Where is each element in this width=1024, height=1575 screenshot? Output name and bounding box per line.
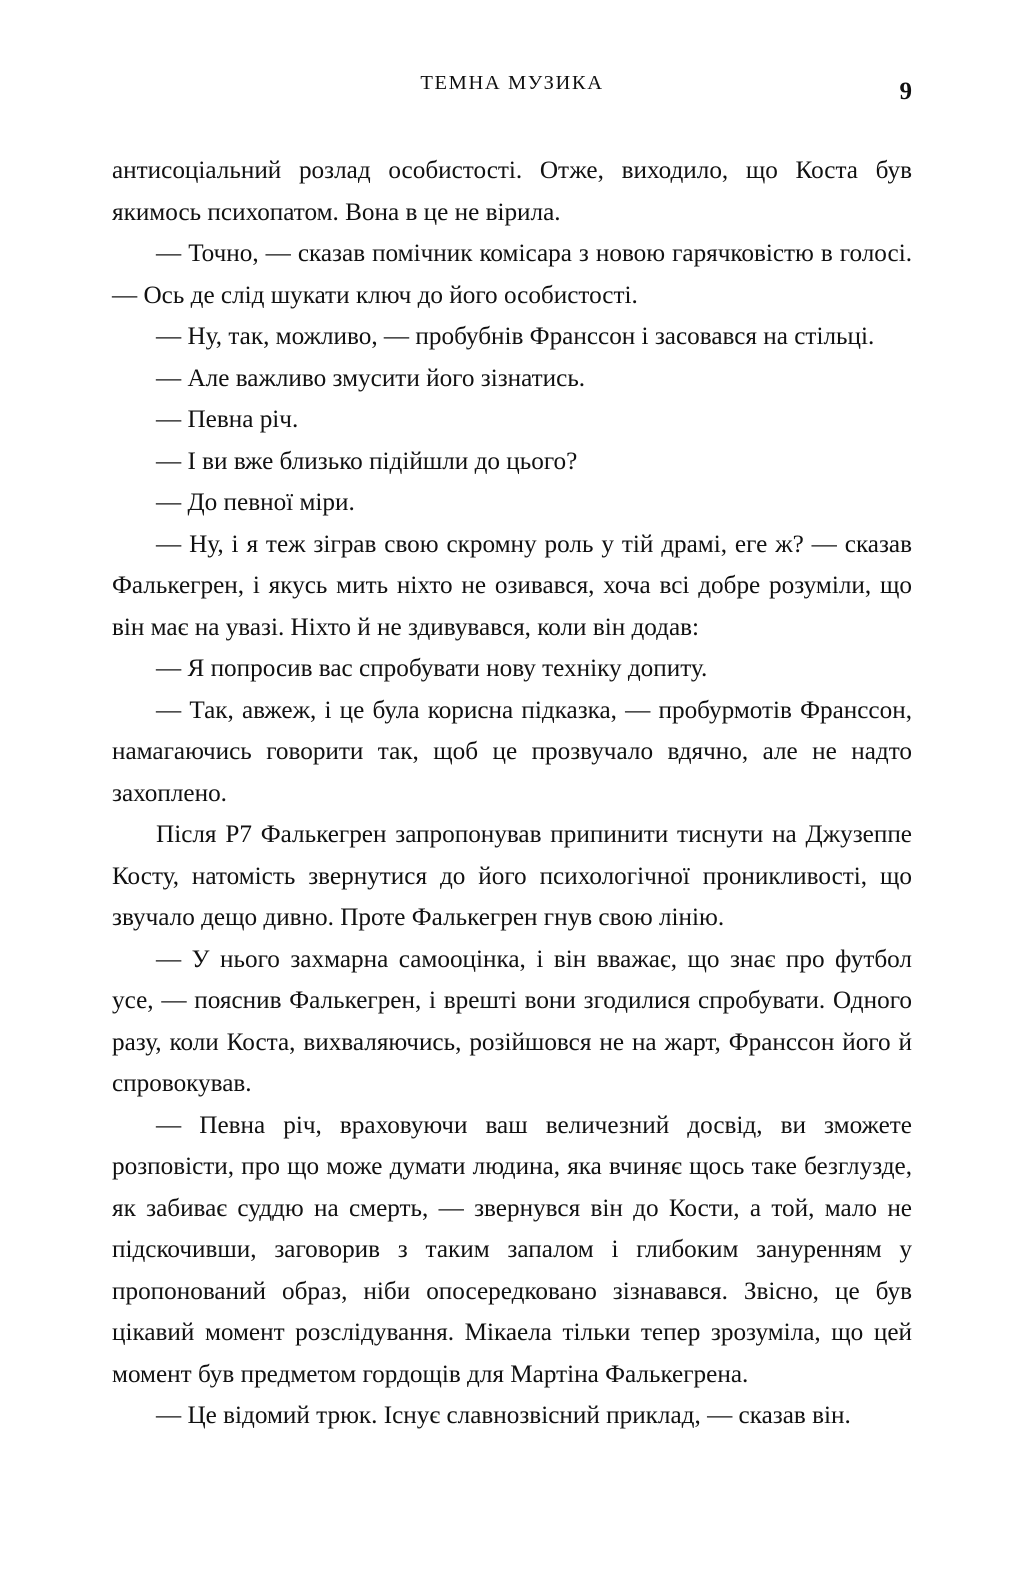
page-number: 9: [899, 78, 912, 105]
paragraph: — Ну, і я теж зіграв свою скромну роль у тій драмі, еге ж? — сказав Фалькегрен, і якусь мить ніхто не озивався, хоча всі добре розуміли, що він має на увазі. Ніхто й не здивувався, коли він додав:: [112, 530, 912, 641]
paragraph: антисоціальний розлад особистості. Отже, виходило, що Коста був якимось психопатом. Вона в це не вірила.: [112, 157, 912, 226]
paragraph: — Певна річ, враховуючи ваш величезний досвід, ви зможете розповісти, про що може думати людина, яка вчиняє щось таке безглузде, як забиває суддю на смерть, — звернувся він до Кости, а той, мало не підскочивши, заговорив з таким запалом і глибоким зануренням у пропонований образ, ніби опосередковано зізнавався. Звісно, це був цікавий момент розслідування. Мікаела тільки тепер зрозуміла, що цей момент був предметом гордощів для Мартіна Фалькегрена.: [112, 1111, 912, 1388]
body-text: [112, 150, 912, 1437]
paragraph: — У нього захмарна самооцінка, і він вважає, що знає про футбол усе, — пояснив Фалькегрен, і врешті вони згодилися спробувати. Одного разу, коли Коста, вихваляючись, розійшовся не на жарт, Франссон його й спровокував.: [112, 945, 912, 1097]
paragraph: — Але важливо змусити його зізнатись.: [156, 364, 586, 392]
paragraph: — Так, авжеж, і це була корисна підказка, — пробурмотів Франссон, намагаючись говорити так, щоб це прозвучало вдячно, але не надто захоплено.: [112, 696, 912, 807]
paragraph: — Ну, так, можливо, — пробубнів Франссон і засовався на стільці.: [156, 323, 875, 350]
paragraph: — Певна річ.: [156, 406, 299, 433]
paragraph: — Я попросив вас спробувати нову техніку допиту.: [156, 655, 708, 682]
paragraph: — До певної міри.: [156, 489, 355, 516]
paragraph: — Точно, — сказав помічник комісара з новою гарячковістю в голосі. — Ось де слід шукати ключ до його особистості.: [112, 240, 912, 309]
running-head-title: ТЕМНА МУЗИКА: [420, 72, 604, 94]
paragraph: Після Р7 Фалькегрен запропонував припинити тиснути на Джузеппе Косту, натомість звернутися до його психологічної проникливості, що звучало дещо дивно. Проте Фалькегрен гнув свою лінію.: [112, 821, 912, 931]
paragraph: — І ви вже близько підійшли до цього?: [156, 447, 578, 475]
running-head: [112, 72, 912, 106]
paragraph: — Це відомий трюк. Існує славнозвісний приклад, — сказав він.: [156, 1402, 851, 1429]
